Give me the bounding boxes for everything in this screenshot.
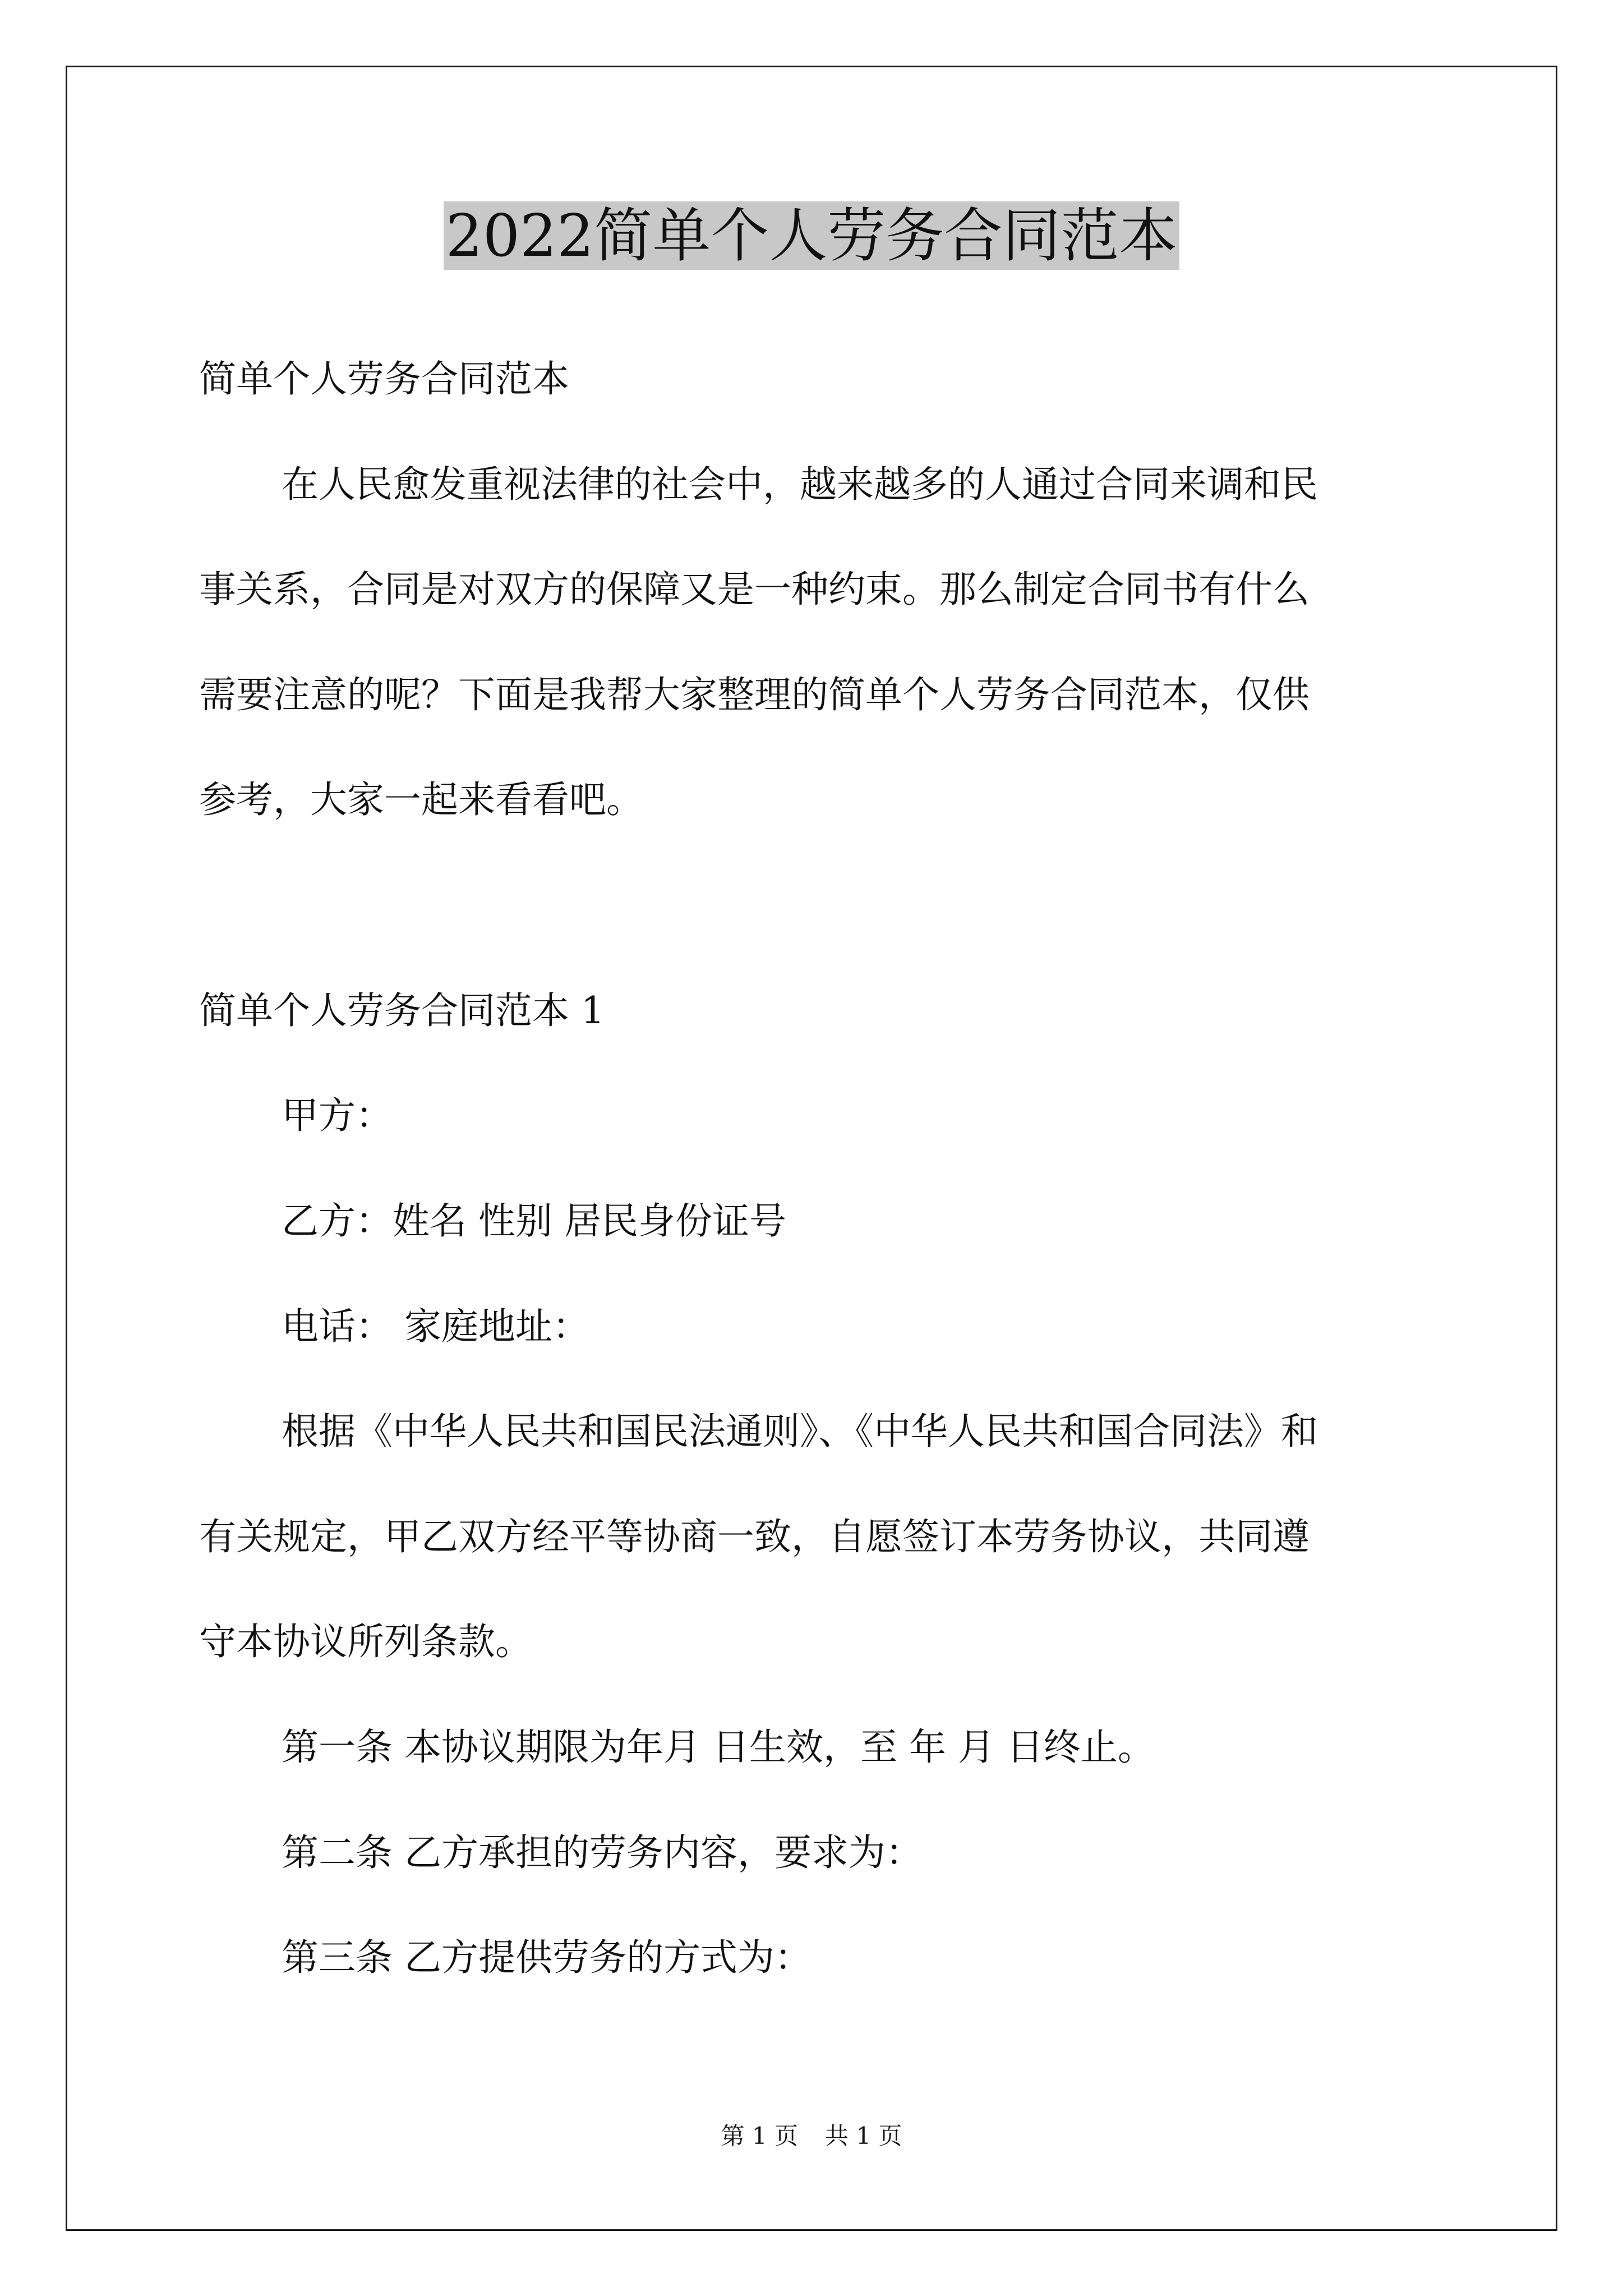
footer-page-number: 第 1 页: [721, 2122, 798, 2150]
basis-line-3: 守本协议所列条款。: [199, 1620, 532, 1663]
party-a-line: 甲方：: [282, 1094, 393, 1137]
page-footer: [0, 2119, 1623, 2153]
intro-line-3: 需要注意的呢？下面是我帮大家整理的简单个人劳务合同范本，仅供: [199, 673, 1310, 716]
footer-page-total: 共 1 页: [825, 2122, 902, 2150]
document-title-text: 2022简单个人劳务合同范本: [444, 201, 1180, 270]
basis-line-1: 根据《中华人民共和国民法通则》、《中华人民共和国合同法》和: [282, 1410, 1318, 1453]
article-3: 第三条 乙方提供劳务的方式为：: [282, 1936, 811, 1979]
party-b-line: 乙方：姓名 性别 居民身份证号: [282, 1199, 786, 1243]
subtitle: 简单个人劳务合同范本: [199, 357, 569, 401]
article-2: 第二条 乙方承担的劳务内容，要求为：: [282, 1831, 923, 1874]
basis-line-2: 有关规定，甲乙双方经平等协商一致，自愿签订本劳务协议，共同遵: [199, 1515, 1310, 1558]
document-title: [0, 194, 1623, 278]
section-heading: 简单个人劳务合同范本 1: [199, 989, 605, 1032]
phone-address-line: 电话： 家庭地址：: [282, 1305, 589, 1348]
intro-line-2: 事关系，合同是对双方的保障又是一种约束。那么制定合同书有什么: [199, 568, 1310, 611]
article-1: 第一条 本协议期限为年月 日生效，至 年 月 日终止。: [282, 1726, 1155, 1769]
intro-line-1: 在人民愈发重视法律的社会中，越来越多的人通过合同来调和民: [282, 463, 1318, 506]
intro-line-4: 参考，大家一起来看看吧。: [199, 778, 643, 821]
